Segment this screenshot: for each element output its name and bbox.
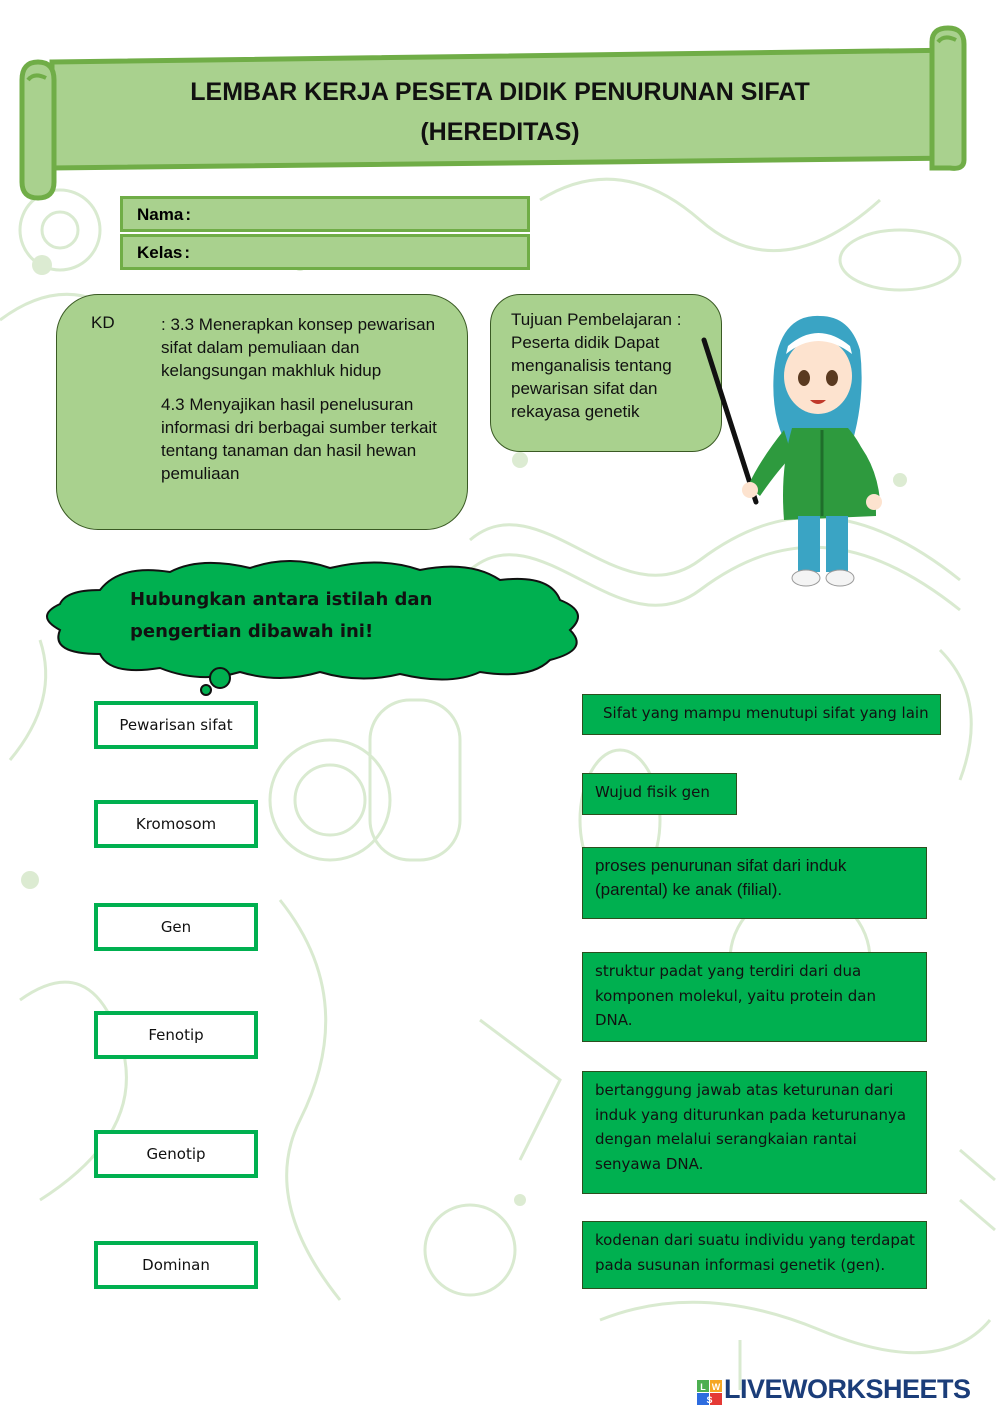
instruction-text bbox=[130, 584, 470, 648]
term-fenotip[interactable]: Fenotip bbox=[94, 1011, 258, 1059]
learning-objective-box bbox=[490, 294, 722, 452]
term-genotip[interactable]: Genotip bbox=[94, 1130, 258, 1178]
class-label: Kelas bbox=[137, 243, 183, 262]
name-field[interactable] bbox=[120, 196, 530, 232]
kd-item-4-3: 4.3 Menyajikan hasil penelusuran informasi dri berbagai sumber terkait tentang tanaman dan hasil hewan pemuliaan bbox=[161, 395, 437, 483]
term-pewarisan-sifat[interactable]: Pewarisan sifat bbox=[94, 701, 258, 749]
kd-item-3-3: : 3.3 Menerapkan konsep pewarisan sifat dalam pemuliaan dan kelangsungan makhluk hidup bbox=[161, 315, 436, 380]
kd-competencies bbox=[161, 313, 451, 496]
definition-4[interactable]: struktur padat yang terdiri dari dua komponen molekul, yaitu protein dan DNA. bbox=[582, 952, 927, 1042]
class-field[interactable] bbox=[120, 234, 530, 270]
kd-box bbox=[56, 294, 468, 530]
teacher-character-illustration bbox=[700, 310, 900, 600]
definition-2[interactable]: Wujud fisik gen bbox=[582, 773, 737, 815]
instruction-line-1: Hubungkan antara istilah dan bbox=[130, 589, 433, 610]
worksheet-title bbox=[110, 72, 890, 152]
objective-heading: Tujuan Pembelajaran : bbox=[511, 310, 682, 329]
liveworksheets-brand[interactable]: LIVEWORKSHEETS bbox=[724, 1374, 971, 1404]
name-label: Nama bbox=[137, 205, 184, 224]
title-line-1: LEMBAR KERJA PESETA DIDIK PENURUNAN SIFAT bbox=[190, 78, 810, 106]
instruction-line-2: pengertian dibawah ini! bbox=[130, 621, 374, 642]
definition-1[interactable]: Sifat yang mampu menutupi sifat yang lain bbox=[582, 694, 941, 735]
term-kromosom[interactable]: Kromosom bbox=[94, 800, 258, 848]
liveworksheets-logo-icon bbox=[697, 1380, 723, 1406]
kd-label: KD bbox=[91, 313, 115, 332]
name-colon: : bbox=[185, 205, 191, 224]
class-colon: : bbox=[184, 243, 191, 262]
svg-text:L: L bbox=[700, 1382, 706, 1392]
term-gen[interactable]: Gen bbox=[94, 903, 258, 951]
definition-6[interactable]: kodenan dari suatu individu yang terdapat pada susunan informasi genetik (gen). bbox=[582, 1221, 927, 1289]
definition-3[interactable]: proses penurunan sifat dari induk (parental) ke anak (filial). bbox=[582, 847, 927, 919]
definition-5[interactable]: bertanggung jawab atas keturunan dari induk yang diturunkan pada keturunanya dengan melalui serangkaian rantai senyawa DNA. bbox=[582, 1071, 927, 1194]
term-dominan[interactable]: Dominan bbox=[94, 1241, 258, 1289]
svg-text:S: S bbox=[706, 1395, 713, 1405]
objective-text: Peserta didik Dapat menganalisis tentang pewarisan sifat dan rekayasa genetik bbox=[511, 333, 672, 421]
title-line-2: (HEREDITAS) bbox=[420, 118, 580, 146]
svg-text:W: W bbox=[711, 1382, 721, 1392]
